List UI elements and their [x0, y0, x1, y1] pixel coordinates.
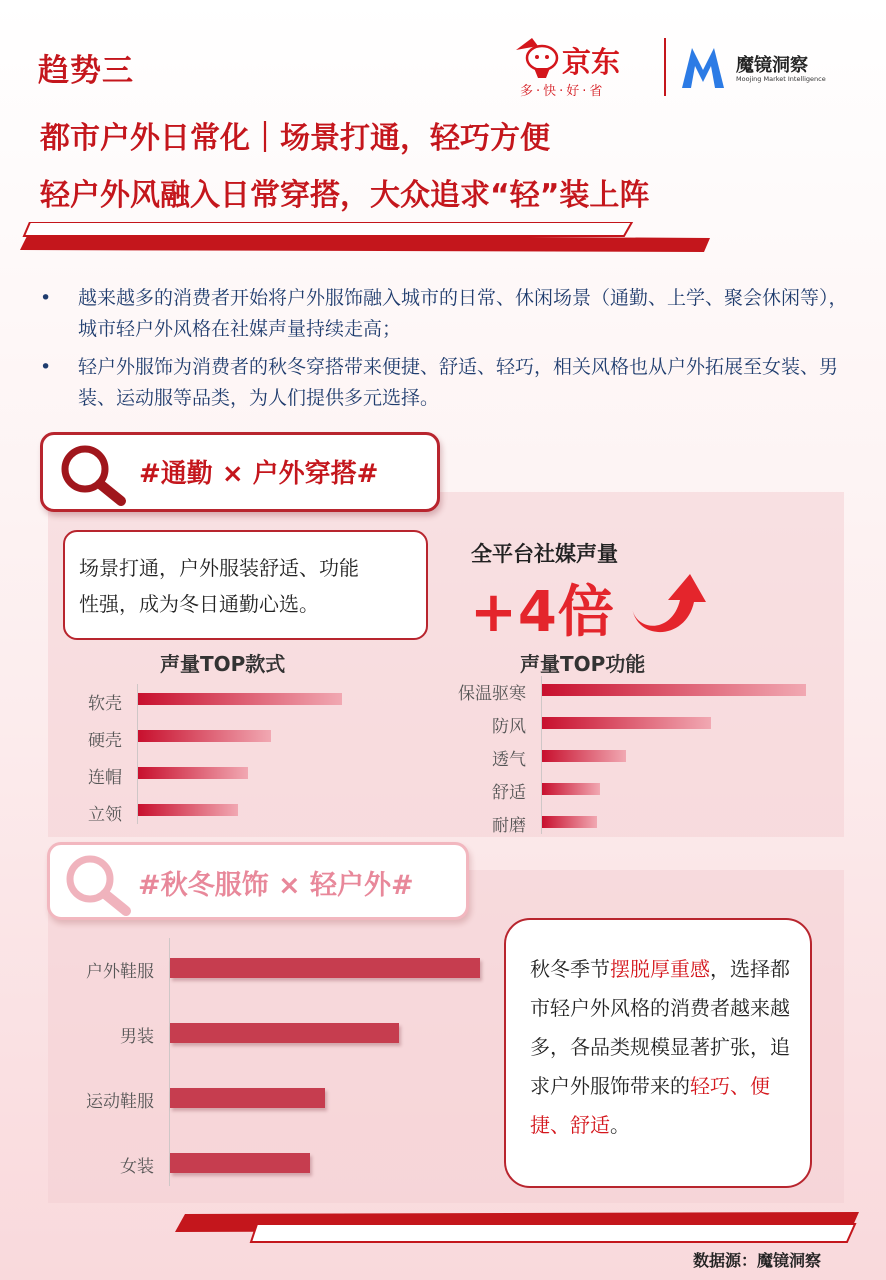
bar	[542, 750, 626, 762]
magnifier-icon	[55, 441, 133, 507]
bar	[138, 730, 271, 742]
bullet-dot-icon: •	[40, 356, 52, 378]
magnifier-icon	[60, 851, 138, 917]
chart-title-styles: 声量TOP款式	[160, 652, 286, 676]
headline-line1: 都市户外日常化｜场景打通，轻巧方便	[40, 121, 550, 156]
bar-label: 透气	[492, 750, 526, 770]
bar	[170, 958, 480, 978]
moojing-logo-icon	[678, 44, 728, 90]
bullet-list	[40, 283, 860, 421]
bar	[170, 1153, 310, 1173]
chart-axis-styles	[137, 684, 138, 824]
bar	[542, 684, 806, 696]
decor-band-top	[20, 222, 710, 252]
trend-label: 趋势三	[38, 53, 134, 89]
bar-label: 户外鞋服	[86, 962, 154, 982]
hashtag-commute-text: #通勤 × 户外穿搭#	[139, 459, 379, 489]
bar-label: 立领	[88, 805, 122, 825]
bar	[138, 693, 342, 705]
bar	[138, 767, 248, 779]
autumn-winter-callout: 秋冬季节摆脱厚重感，选择都市轻户外风格的消费者越来越多，各品类规模显著扩张，追求户外服饰带来的轻巧、便捷、舒适。	[504, 918, 812, 1188]
bar-label: 防风	[492, 717, 526, 737]
bar-label: 连帽	[88, 768, 122, 788]
moojing-logo-text: 魔镜洞察	[736, 55, 808, 76]
bar-label: 保温驱寒	[458, 684, 526, 704]
decor-band-bottom	[175, 1206, 865, 1246]
jd-slogan: 多·快·好·省	[520, 84, 606, 99]
volume-value: +4倍	[470, 580, 615, 645]
jd-logo-text: 京东	[562, 45, 621, 79]
bar-label: 舒适	[492, 783, 526, 803]
chart-title-functions: 声量TOP功能	[520, 652, 646, 676]
hashtag-autumn-winter-text: #秋冬服饰 × 轻户外#	[138, 870, 414, 901]
bar	[542, 783, 600, 795]
volume-label: 全平台社媒声量	[471, 542, 618, 566]
hashtag-autumn-winter	[47, 842, 469, 920]
bar-label: 硬壳	[88, 731, 122, 751]
bar	[138, 804, 238, 816]
moojing-logo-subtitle: Moojing Market Intelligence	[736, 75, 826, 83]
bar	[170, 1023, 399, 1043]
upward-curve-arrow-icon	[624, 570, 708, 638]
data-source: 数据源：魔镜洞察	[693, 1251, 822, 1270]
bar	[542, 816, 597, 828]
bar	[542, 717, 711, 729]
bar-label: 女装	[120, 1157, 154, 1177]
logo-divider	[664, 38, 666, 96]
hashtag-commute	[40, 432, 440, 512]
bullet-item: • 越来越多的消费者开始将户外服饰融入城市的日常、休闲场景（通勤、上学、聚会休闲等），城市轻户外风格在社媒声量持续走高；	[40, 283, 860, 345]
commute-callout: 场景打通，户外服装舒适、功能 性强，成为冬日通勤心选。	[63, 530, 428, 640]
bullet-item: • 轻户外服饰为消费者的秋冬穿搭带来便捷、舒适、轻巧，相关风格也从户外拓展至女装、男装、运动服等品类，为人们提供多元选择。	[40, 352, 860, 414]
bar	[170, 1088, 325, 1108]
headline-line2: 轻户外风融入日常穿搭，大众追求“轻”装上阵	[40, 178, 650, 213]
bar-label: 耐磨	[492, 816, 526, 836]
bar-label: 男装	[120, 1027, 154, 1047]
bar-label: 软壳	[88, 694, 122, 714]
bullet-dot-icon: •	[40, 287, 52, 309]
bar-label: 运动鞋服	[86, 1092, 154, 1112]
